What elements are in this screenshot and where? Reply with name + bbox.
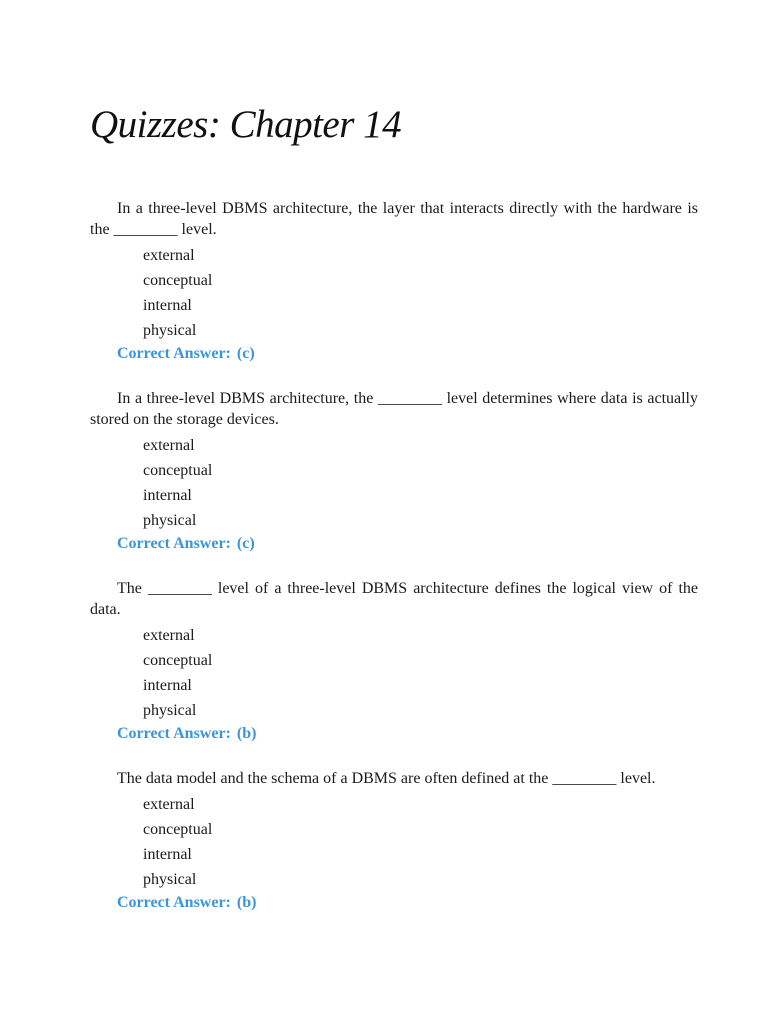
option-a: external xyxy=(143,247,195,264)
correct-answer-value: (b) xyxy=(236,725,257,742)
option-list xyxy=(90,623,698,723)
correct-answer-label: Correct Answer: xyxy=(117,345,231,362)
page-title: Quizzes: Chapter 14 xyxy=(90,103,402,146)
option-c: internal xyxy=(143,297,192,314)
question-stem: In a three-level DBMS architecture, the ________ level determines where data is actually stored on the storage devices. xyxy=(90,390,698,428)
correct-answer-label: Correct Answer: xyxy=(117,725,231,742)
option-d: physical xyxy=(143,702,197,719)
option-a: external xyxy=(143,796,195,813)
question-stem: The ________ level of a three-level DBMS architecture defines the logical view of the data. xyxy=(90,580,698,618)
correct-answer xyxy=(117,343,698,365)
option-c: internal xyxy=(143,677,192,694)
option-b: conceptual xyxy=(143,821,213,838)
question-3 xyxy=(90,578,698,745)
correct-answer xyxy=(117,892,698,914)
option-d: physical xyxy=(143,871,197,888)
correct-answer-value: (b) xyxy=(236,894,257,911)
question-stem: The data model and the schema of a DBMS are often defined at the ________ level. xyxy=(117,770,656,787)
correct-answer-label: Correct Answer: xyxy=(117,535,231,552)
option-d: physical xyxy=(143,322,197,339)
correct-answer xyxy=(117,723,698,745)
option-b: conceptual xyxy=(143,462,213,479)
question-4 xyxy=(90,768,698,914)
option-a: external xyxy=(143,437,195,454)
option-list xyxy=(90,433,698,533)
correct-answer-label: Correct Answer: xyxy=(117,894,231,911)
correct-answer xyxy=(117,533,698,555)
option-a: external xyxy=(143,627,195,644)
question-1 xyxy=(90,198,698,365)
option-c: internal xyxy=(143,487,192,504)
question-stem: In a three-level DBMS architecture, the layer that interacts directly with the hardware is the ________ level. xyxy=(90,200,698,238)
correct-answer-value: (c) xyxy=(236,535,255,552)
option-c: internal xyxy=(143,846,192,863)
option-list xyxy=(90,792,698,892)
option-b: conceptual xyxy=(143,272,213,289)
correct-answer-value: (c) xyxy=(236,345,255,362)
question-2 xyxy=(90,388,698,555)
option-d: physical xyxy=(143,512,197,529)
option-list xyxy=(90,243,698,343)
option-b: conceptual xyxy=(143,652,213,669)
